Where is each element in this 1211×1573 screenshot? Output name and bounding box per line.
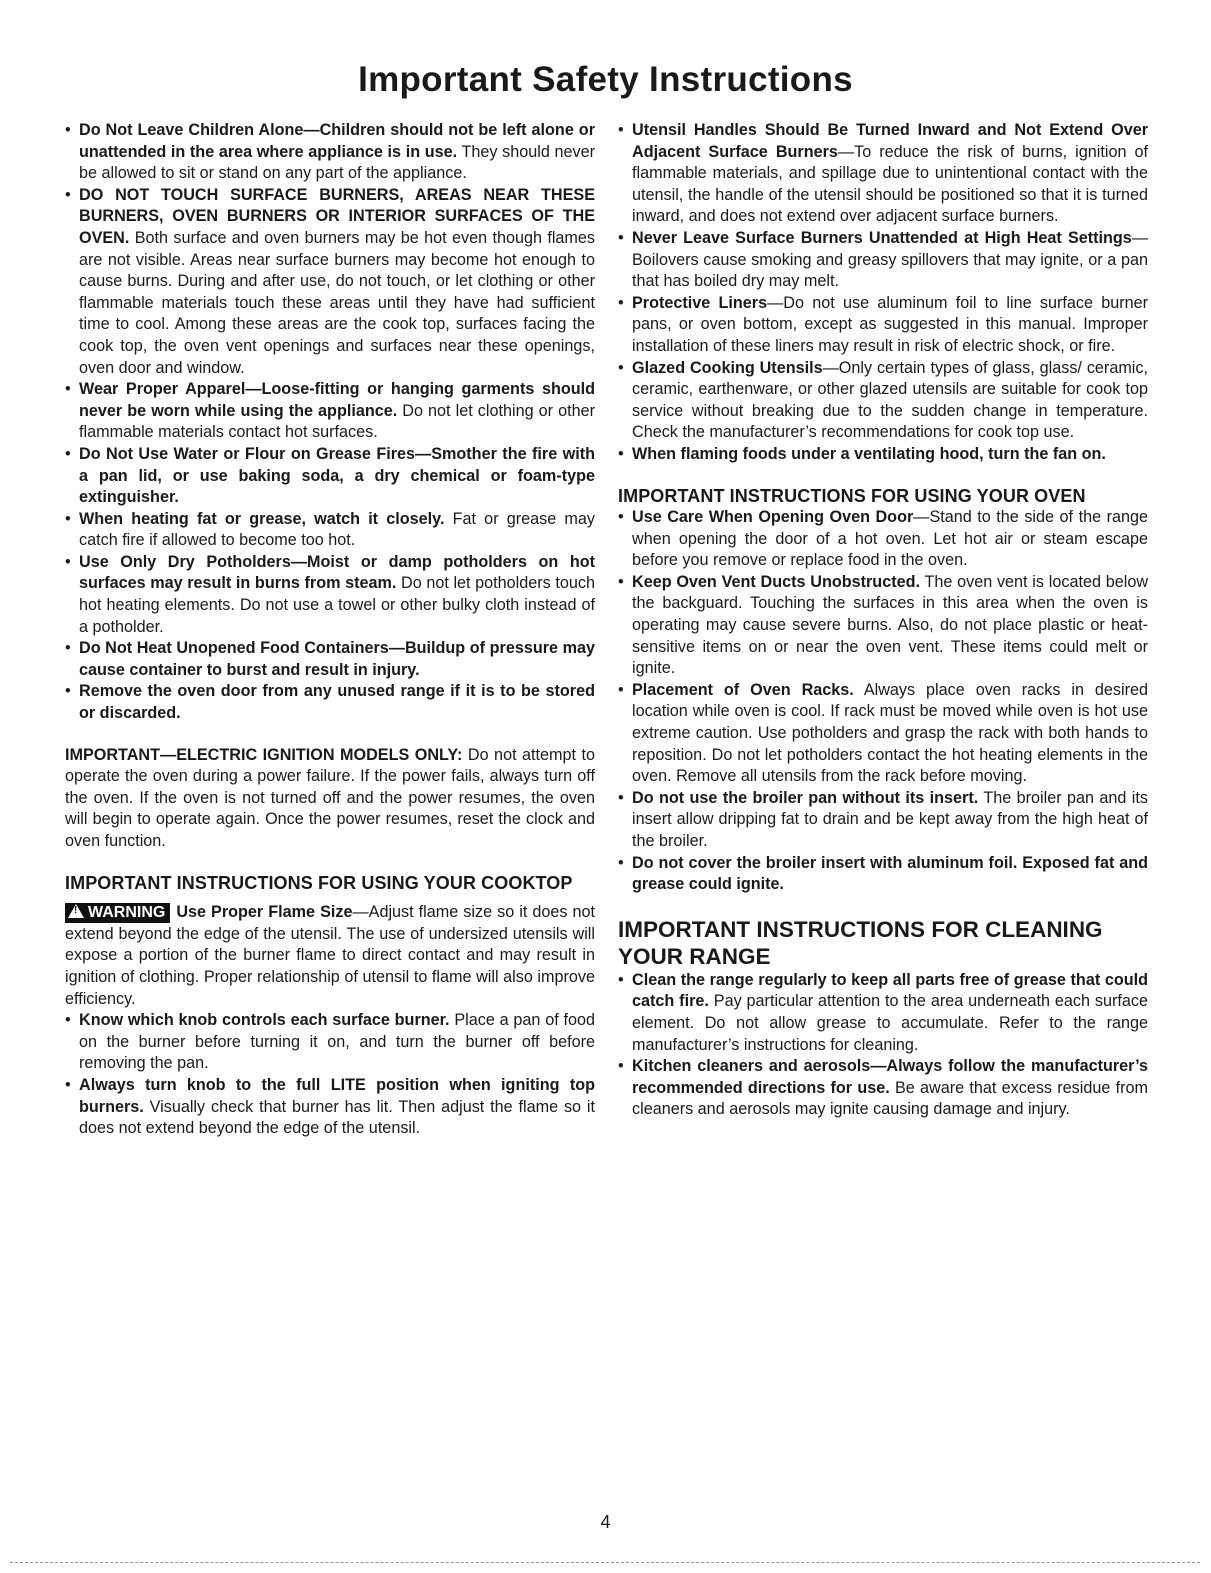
bullet-clean-regularly: • Clean the range regularly to keep all parts free of grease that could catch fire. Pay particular attention to the area underneath each surface element. Do not allow grease to accumulate. Refer to the range manufacturer’s instructions for cleaning. (618, 970, 1148, 1056)
bullet-glazed-utensils: • Glazed Cooking Utensils—Only certain types of glass, glass/ ceramic, ceramic, earthenware, or other glazed utensils are suitable for cook top service without breaking due to the sudden change in temperature. Check the manufacturer’s recommendations for cook top use. (618, 358, 1148, 444)
cleaning-heading: IMPORTANT INSTRUCTIONS FOR CLEANING YOUR RANGE (618, 916, 1103, 969)
warning-triangle-icon: ! (68, 904, 84, 918)
bullet-oven-racks: • Placement of Oven Racks. Always place oven racks in desired location while oven is cool. If rack must be moved while oven is hot use extreme caution. Use potholders and grasp the rack with both hands to reposition. Do not let potholders contact the hot heating elements in the oven. Remove all utensils from the rack before moving. (618, 680, 1148, 788)
bullet-remove-oven-door: • Remove the oven door from any unused range if it is to be stored or discarded. (65, 681, 595, 724)
electric-ignition-paragraph: IMPORTANT—ELECTRIC IGNITION MODELS ONLY: Do not attempt to operate the oven during a power failure. If the power fails, always turn off the oven. If the oven is not turned off and the power resumes, the oven will begin to operate again. Once the power resumes, reset the clock and oven function. (65, 745, 595, 850)
page-number: 4 (600, 1512, 611, 1532)
bullet-broiler-foil: • Do not cover the broiler insert with aluminum foil. Exposed fat and grease could ignite. (618, 853, 1148, 896)
bullet-protective-liners: • Protective Liners—Do not use aluminum foil to line surface burner pans, or oven bottom, except as suggested in this manual. Improper installation of these liners may result in risk of electric shock, or fire. (618, 293, 1148, 358)
bullet-unopened-containers: • Do Not Heat Unopened Food Containers—Buildup of pressure may cause container to burst and result in injury. (65, 638, 595, 681)
bullet-broiler-pan: • Do not use the broiler pan without its insert. The broiler pan and its insert allow dripping fat to drain and be kept away from the high heat of the broiler. (618, 788, 1148, 853)
bullet-kitchen-cleaners: • Kitchen cleaners and aerosols—Always follow the manufacturer’s recommended directions for use. Be aware that excess residue from cleaners and aerosols may ignite causing damage and injury. (618, 1056, 1148, 1121)
bullet-know-knob: • Know which knob controls each surface burner. Place a pan of food on the burner before turning it on, and turn the burner off before removing the pan. (65, 1010, 595, 1075)
right-column (618, 120, 1148, 1121)
page-title: Important Safety Instructions (358, 60, 853, 99)
bullet-heating-fat: • When heating fat or grease, watch it closely. Fat or grease may catch fire if allowed to become too hot. (65, 509, 595, 552)
bullet-grease-fires: • Do Not Use Water or Flour on Grease Fires—Smother the fire with a pan lid, or use baking soda, a dry chemical or foam-type extinguisher. (65, 444, 595, 509)
bullet-do-not-touch-burners: • DO NOT TOUCH SURFACE BURNERS, AREAS NEAR THESE BURNERS, OVEN BURNERS OR INTERIOR SURFACES OF THE OVEN. Both surface and oven burners may be hot even though flames are not visible. Areas near surface burners may become hot enough to cause burns. During and after use, do not touch, or let clothing or other flammable materials touch these areas until they have had sufficient time to cool. Among these areas are the cook top, surfaces facing the cook top, the oven vent openings and surfaces near these openings, oven door and window. (65, 185, 595, 379)
bullet-proper-apparel: • Wear Proper Apparel—Loose-fitting or hanging garments should never be worn while using the appliance. Do not let clothing or other flammable materials contact hot surfaces. (65, 379, 595, 444)
bullet-lite-position: • Always turn knob to the full LITE position when igniting top burners. Visually check that burner has lit. Then adjust the flame so it does not extend beyond the edge of the utensil. (65, 1075, 595, 1140)
oven-heading: IMPORTANT INSTRUCTIONS FOR USING YOUR OVEN (618, 485, 1086, 506)
bottom-rule (10, 1562, 1200, 1563)
bullet-utensil-handles: • Utensil Handles Should Be Turned Inward and Not Extend Over Adjacent Surface Burners—To reduce the risk of burns, ignition of flammable materials, and spillage due to unintentional contact with the utensil, the handle of the utensil should be positioned so that it is turned inward, and does not extend over adjacent surface burners. (618, 120, 1148, 228)
bullet-vent-ducts: • Keep Oven Vent Ducts Unobstructed. The oven vent is located below the backguard. Touching the surfaces in this area when the oven is operating may cause severe burns. Also, do not place plastic or heat-sensitive items on or near the oven vent. These items could melt or ignite. (618, 572, 1148, 680)
bullet-children-alone: • Do Not Leave Children Alone—Children should not be left alone or unattended in the area where appliance is in use. They should never be allowed to sit or stand on any part of the appliance. (65, 120, 595, 185)
bullet-oven-door: • Use Care When Opening Oven Door—Stand to the side of the range when opening the door of a hot oven. Let hot air or steam escape before you remove or replace food in the oven. (618, 507, 1148, 572)
bullet-unattended-burners: • Never Leave Surface Burners Unattended at High Heat Settings—Boilovers cause smoking and greasy spillovers that may ignite, or a pan that has boiled dry may melt. (618, 228, 1148, 293)
left-column (65, 120, 595, 1140)
warning-paragraph: ! WARNING Use Proper Flame Size—Adjust flame size so it does not extend beyond the edge of the utensil. The use of undersized utensils will expose a portion of the burner flame to direct contact and may result in ignition of clothing. Proper relationship of utensil to flame will also improve efficiency. (65, 903, 595, 1008)
cooktop-heading: IMPORTANT INSTRUCTIONS FOR USING YOUR COOKTOP (65, 872, 573, 893)
bullet-ventilating-hood: • When flaming foods under a ventilating hood, turn the fan on. (618, 444, 1148, 466)
warning-label: ! WARNING (65, 903, 170, 923)
bullet-dry-potholders: • Use Only Dry Potholders—Moist or damp potholders on hot surfaces may result in burns from steam. Do not let potholders touch hot heating elements. Do not use a towel or other bulky cloth instead of a potholder. (65, 552, 595, 638)
